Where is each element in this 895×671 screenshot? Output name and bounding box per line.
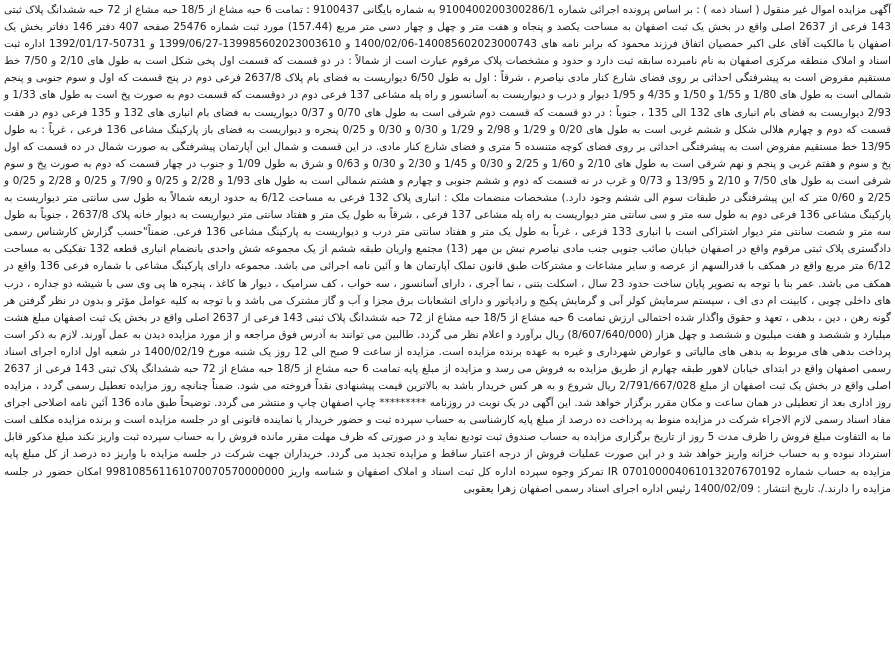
auction-notice-text: آگهی مزایده اموال غیر منقول ( اسناد ذمه ) : بر اساس پرونده اجرائی شماره 9100400200300286/1 به شماره بایگانی 9100437 : تمامت 6 حبه مشاع از 18/5 حبه مشاع از 72 حبه ششدانگ پلاک ثبتی 143 فرعی از 2637 اصلی واقع در بخش یک ثبت اصفهان به مساحت یکصد و پنجاه و هفت متر و چهل و چهار دسی متر مربع (157.44) مورد ثبت شماره 25476 صفحه 407 دفتر 146 دفاتر بخش یک اصفهان با مالکیت آقای علی اکبر حمصیان اتفاق فرزند محمود که برابر نامه های 140085602023000743-1400/02/06 و 139985602023003610-1399/06/27 و 50731-1392/01/17 اداره ثبت اسناد و املاک منطقه مرکزی اصفهان به نام نامبرده سابقه ثبت دارد و حدود و مشخصات پلاک مرقوم عبارت است از شمالاً : در دو قسمت که قسمت اول پخی شکل است به طول های 2/10 و 7/50 خط مستقیم مفروض است به پیشرفتگی احداثی بر روی فضای شارع کنار مادی نیاصرم ، شرقاً : اول به طول 6/50 دیواریست به فضای بام پلاک 2637/8 فرعی دوم در پنج قسمت که اول و سوم جنوبی و پنجم شمالی است به طول های 1/80 و 1/55 و 1/50 و 4/35 و 1/95 دیوار و درب و دیواریست به آسانسور و راه پله مشاعی 137 فرعی دوم در دوقسمت که قسمت دوم به صورت پخ است به طول های 1/33 و 2/93 دیواریست به فضای بام انباری های 132 الی 135 ، جنوباً : در دو قسمت که قسمت دوم شرقی است به طول های 0/70 و 0/37 دیواریست به فضای بام انباری های 132 و 135 فرعی دوم در هفت قسمت که دوم و چهارم هلالی شکل و ششم غربی است به طول های 0/20 و 1/29 و 2/98 و 1/29 و 0/30 و 0/30 و 0/25 پنجره و دیواریست به فضای باز پارکینگ مشاعی 136 فرعی ، غرباً : به طول 13/95 خط مستقیم مفروض است به پیشرفتگی احداثی بر روی فضای کوچه متنسده 5 متری و فضای شارع کنار مادی. در این قسمت و شمال این آپارتمان پیشرفتگی به صورت شمال در ده قسمت که اول پخ و سوم و هفتم غربی و پنجم و نهم شرقی است به طول های 2/10 و 1/60 و 2/25 و 0/30 و 1/45 و 2/30 و 0/30 و 0/63 و شرق به طول 1/09 و جنوب در چهار قسمت که دوم به صورت پخ و سوم شرقی است به طول های 7/50 و 2/10 و 13/95 و 0/73 و غرب در نه قسمت که دوم و ششم جنوبی و چهارم و هشتم شمالی است به طول های 1/93 و 2/28 و 0/25 و 7/90 و 0/25 و 2/28 و 0/25 و 2/25 و 0/60 متر که این پیشرفتگی در طبقات سوم الی ششم وجود دارد.) مشخصات منضمات ملک : انباری پلاک 132 فرعی به مساحت 6/12 به حدود اربعه شمالاً به طول سی سانتی متر دیواریست به پارکینگ مشاعی 136 فرعی دوم به طول سه متر و سی سانتی متر دیواریست به راه پله مشاعی 137 فرعی ، شرقاً به طول یک متر و هفتاد سانتی متر دیواریست به دیوار خانه پلاک 2637/8 ، جنوباً به طول سه متر و شصت سانتی متر دیوار اشتراکی است با انباری 133 فرعی ، غرباً به طول یک متر و هفتاد سانتی متر درب و دیواریست به پارکینگ مشاعی 136 فرعی. ضمناً"حسب گزارش کارشناس رسمی دادگستری پلاک ثبتی مرقوم واقع در اصفهان خیابان صائب جنوبی جنب مادی نیاصرم نبش بن مهر (13) مجتمع واریان طبقه ششم از یک مجموعه شش واحدی بانضمام انباری قطعه 132 تفکیکی به مساحت 6/12 متر مربع واقع در همکف با قدرالسهم از عرصه و سایر مشاعات و مشترکات طبق قانون تملک آپارتمان ها و آئین نامه اجرائی می باشد. مجموعه دارای پارکینگ مشاعی با شماره فرعی 136 واقع در همکف می باشد. عمر بنا با توجه به تصویر پایان ساخت حدود 23 سال ، اسکلت بتنی ، نما آجری ، دارای آسانسور ، سه خواب ، کف سرامیک ، دیوار ها کاغذ ، پنجره ها پی وی سی با شیشه دو جداره ، درب های داخلی چوبی ، کابینت ام دی اف ، سیستم سرمایش کولر آبی و گرمایش پکیج و رادیاتور و دارای انشعابات برق مجزا و آب و گاز مشترک می باشد و با توجه به کلیه عوامل مؤثر و بدون در نظر گرفتن هر گونه رهن ، دین ، بدهی ، تعهد و حقوق واگذار شده احتمالی ارزش تمامت 6 حبه مشاع از 18/5 حبه مشاع از 72 حبه ششدانگ پلاک ثبتی 143 فرعی از 2637 اصلی واقع در بخش یک ثبت اصفهان مبلغ هشت میلیارد و ششصد و هفت میلیون و ششصد و چهل هزار (8/607/640/000) ریال برآورد و اعلام نظر می گردد. طالبین می توانند به آدرس فوق مراجعه و از مورد مزایده دیدن به عمل آورند. لازم به ذکر است پرداخت بدهی های مربوط به بدهی های مالیاتی و عوارض شهرداری و غیره به عهده برنده مزایده است. مزایده از ساعت 9 صبح الی 12 روز یک شنبه مورخ 1400/02/19 در شعبه اول اداره اجرای اسناد رسمی اصفهان واقع در ابتدای خیابان لاهور طبقه چهارم از طریق مزایده به فروش می رسد و مزایده از مبلغ پایه تمامت 6 حبه مشاع از 18/5 حبه مشاع از 72 حبه ششدانگ پلاک ثبتی 143 فرعی از 2637 اصلی واقع در بخش یک ثبت اصفهان از مبلغ 2/791/667/028 ریال شروع و به هر کس خریدار باشد به بالاترین قیمت پیشنهادی نقداً فروخته می شود. ضمناً چنانچه روز مزایده تعطیل رسمی گردد ، مزایده روز اداری بعد از تعطیلی در همان ساعت و مکان مقرر برگزار خواهد شد. این آگهی در یک نوبت در روزنامه ********* چاپ اصفهان چاپ و منتشر می گردد. توضیحاً طبق ماده 136 آئین نامه اصلاحی اجرای مفاد اسناد رسمی لازم الاجراء شرکت در مزایده منوط به پرداخت ده درصد از مبلغ پایه کارشناسی به حساب سپرده ثبت و حضور خریدار یا نماینده قانونی او در جلسه مزایده است و برنده مزایده مکلف است ما به التفاوت مبلغ فروش را ظرف مدت 5 روز از تاریخ برگزاری مزایده به حساب صندوق ثبت تودیع نماید و در صورتی که ظرف مهلت مقرر مانده فروش را به حساب سپرده ثبت واریز نکند مبلغ مذکور قابل استرداد نبوده و به حساب خزانه واریز خواهد شد و در این صورت عملیات فروش از درجه اعتبار ساقط و مزایده تجدید می گردد. خریداران جهت شرکت در جلسه مزایده با واریز ده درصد از کل مبلغ پایه مزایده به حساب شماره IR 070100004061013207670192 تمرکز وجوه سپرده اداره کل ثبت اسناد و املاک اصفهان و شناسه واریز 998108561161070070570000000 امکان حضور در جلسه مزایده را دارند./. تاریخ انتشار : 1400/02/09 رئیس اداره اجرای اسناد رسمی اصفهان زهرا یعقوبی [4,4,892,495]
